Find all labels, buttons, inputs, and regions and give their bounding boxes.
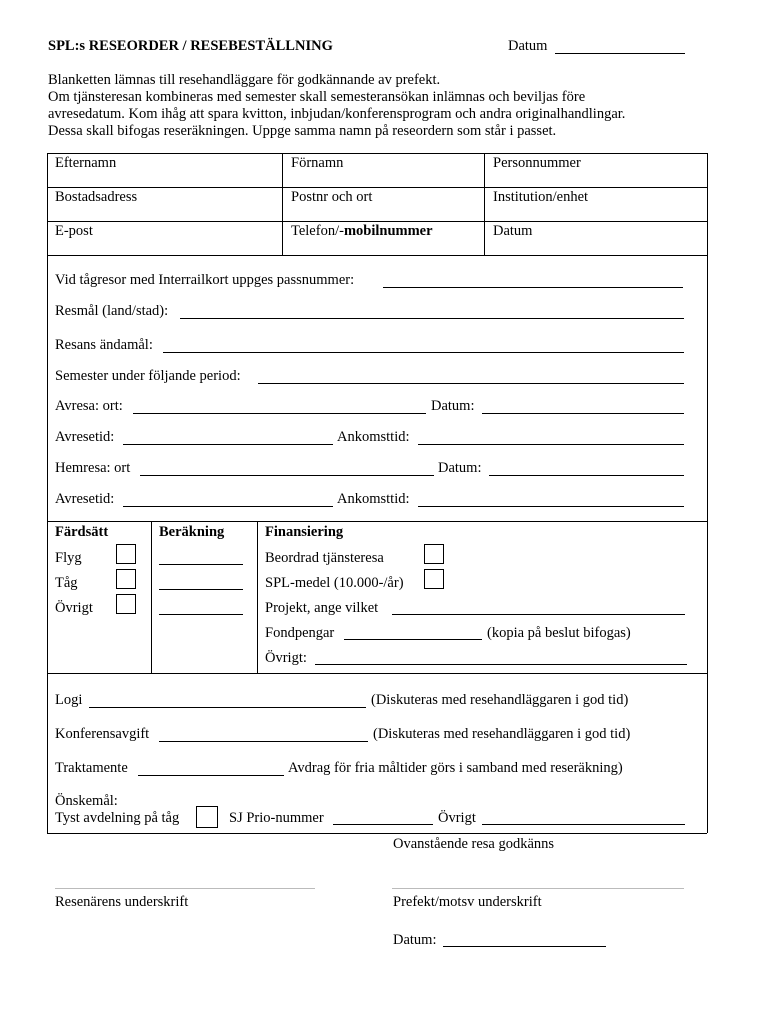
epost-label[interactable]: E-post <box>55 223 93 239</box>
section-border <box>151 521 152 673</box>
hemresa-datum-field[interactable] <box>489 475 684 476</box>
approval-datum-field[interactable] <box>443 946 606 947</box>
onskemal-ovrigt-field[interactable] <box>482 824 685 825</box>
intro-line: Om tjänsteresan kombineras med semester skall semesteransökan inlämnas och beviljas före <box>48 89 586 105</box>
avresa-ort-label: Avresa: ort: <box>55 398 123 414</box>
tyst-avdelning-checkbox[interactable] <box>196 806 218 828</box>
ankomsttid-label: Ankomsttid: <box>337 491 410 507</box>
fin-ovrigt-label: Övrigt: <box>265 650 307 666</box>
andamal-label: Resans ändamål: <box>55 337 153 353</box>
interrail-field[interactable] <box>383 287 683 288</box>
ankomsttid-label: Ankomsttid: <box>337 429 410 445</box>
table-border <box>47 153 707 154</box>
table-border <box>47 255 707 256</box>
onskemal-ovrigt-label: Övrigt <box>438 810 476 826</box>
berakning-heading: Beräkning <box>159 524 225 540</box>
andamal-field[interactable] <box>163 352 684 353</box>
section-border <box>257 521 258 673</box>
personnummer-label[interactable]: Personnummer <box>493 155 581 171</box>
table-border <box>484 153 485 255</box>
hemresa-ort-field[interactable] <box>140 475 434 476</box>
traktamente-label: Traktamente <box>55 760 128 776</box>
table-border <box>47 187 707 188</box>
resenar-signature-field[interactable] <box>55 888 315 889</box>
beordrad-label: Beordrad tjänsteresa <box>265 550 384 566</box>
hemresa-datum-label: Datum: <box>438 460 482 476</box>
projekt-label: Projekt, ange vilket <box>265 600 379 616</box>
hemresa-ort-label: Hemresa: ort <box>55 460 131 476</box>
table-border <box>47 221 707 222</box>
avresetid-field[interactable] <box>123 506 333 507</box>
fondpengar-label: Fondpengar <box>265 625 335 641</box>
tyst-avdelning-label: Tyst avdelning på tåg <box>55 810 180 826</box>
intro-line: Dessa skall bifogas reseräkningen. Uppge samma namn på reseordern som står i passet. <box>48 123 557 139</box>
konferens-note: (Diskuteras med resehandläggaren i god tid) <box>373 726 631 742</box>
resmal-label: Resmål (land/stad): <box>55 303 169 319</box>
telefon-mobil: mobilnummer <box>343 223 433 239</box>
form-border-left <box>47 153 48 833</box>
ovrigt-checkbox[interactable] <box>116 594 136 614</box>
table-border <box>282 153 283 255</box>
section-border <box>47 673 707 674</box>
tag-label: Tåg <box>55 575 78 591</box>
projekt-field[interactable] <box>392 614 685 615</box>
avresa-ort-field[interactable] <box>133 413 426 414</box>
tag-berakning-field[interactable] <box>159 589 243 590</box>
fornamn-label[interactable]: Förnamn <box>291 155 344 171</box>
bostadsadress-label[interactable]: Bostadsadress <box>55 189 138 205</box>
ankomsttid-field[interactable] <box>418 506 684 507</box>
onskemal-label: Önskemål: <box>55 793 118 809</box>
traktamente-field[interactable] <box>138 775 284 776</box>
institution-label[interactable]: Institution/enhet <box>493 189 589 205</box>
godkanns-text: Ovanstående resa godkänns <box>393 836 555 852</box>
semester-field[interactable] <box>258 383 684 384</box>
prefekt-signature-field[interactable] <box>392 888 684 889</box>
intro-line: avresedatum. Kom ihåg att spara kvitton, inbjudan/konferensprogram och andra originalhandlingar. <box>48 106 626 122</box>
intro-text <box>48 72 728 140</box>
avresetid-label: Avresetid: <box>55 429 115 445</box>
approval-datum-label: Datum: <box>393 932 437 948</box>
flyg-berakning-field[interactable] <box>159 564 243 565</box>
avresetid-label: Avresetid: <box>55 491 115 507</box>
konferens-field[interactable] <box>159 741 368 742</box>
flyg-label: Flyg <box>55 550 82 566</box>
avresetid-field[interactable] <box>123 444 333 445</box>
ovrigt-label: Övrigt <box>55 600 93 616</box>
prefekt-signature-label: Prefekt/motsv underskrift <box>393 894 542 910</box>
finansiering-heading: Finansiering <box>265 524 344 540</box>
resenar-signature-label: Resenärens underskrift <box>55 894 189 910</box>
avresa-datum-field[interactable] <box>482 413 684 414</box>
konferens-label: Konferensavgift <box>55 726 150 742</box>
header-datum-field[interactable] <box>555 53 685 54</box>
telefon-label[interactable] <box>291 223 433 240</box>
datum-cell-label[interactable]: Datum <box>493 223 533 239</box>
fin-ovrigt-field[interactable] <box>315 664 687 665</box>
fondpengar-note: (kopia på beslut bifogas) <box>487 625 631 641</box>
logi-field[interactable] <box>89 707 366 708</box>
ovrigt-berakning-field[interactable] <box>159 614 243 615</box>
semester-label: Semester under följande period: <box>55 368 241 384</box>
flyg-checkbox[interactable] <box>116 544 136 564</box>
fondpengar-field[interactable] <box>344 639 482 640</box>
sj-prio-label: SJ Prio-nummer <box>229 810 324 826</box>
spl-medel-checkbox[interactable] <box>424 569 444 589</box>
section-border <box>47 521 707 522</box>
beordrad-checkbox[interactable] <box>424 544 444 564</box>
form-border-right <box>707 153 708 833</box>
logi-label: Logi <box>55 692 83 708</box>
ankomsttid-field[interactable] <box>418 444 684 445</box>
efternamn-label[interactable]: Efternamn <box>55 155 117 171</box>
spl-medel-label: SPL-medel (10.000-/år) <box>265 575 404 591</box>
form-title: SPL:s RESEORDER / RESEBESTÄLLNING <box>48 38 333 54</box>
tag-checkbox[interactable] <box>116 569 136 589</box>
interrail-label: Vid tågresor med Interrailkort uppges passnummer: <box>55 272 355 288</box>
fardsatt-heading: Färdsätt <box>55 524 109 540</box>
form-border-bottom <box>47 833 707 834</box>
resmal-field[interactable] <box>180 318 684 319</box>
logi-note: (Diskuteras med resehandläggaren i god tid) <box>371 692 629 708</box>
postnr-label[interactable]: Postnr och ort <box>291 189 373 205</box>
intro-line: Blanketten lämnas till resehandläggare för godkännande av prefekt. <box>48 72 441 88</box>
avresa-datum-label: Datum: <box>431 398 475 414</box>
telefon-prefix: Telefon/- <box>291 223 344 239</box>
traktamente-note: Avdrag för fria måltider görs i samband med reseräkning) <box>288 760 623 776</box>
sj-prio-field[interactable] <box>333 824 433 825</box>
header-datum-label: Datum <box>508 38 548 54</box>
